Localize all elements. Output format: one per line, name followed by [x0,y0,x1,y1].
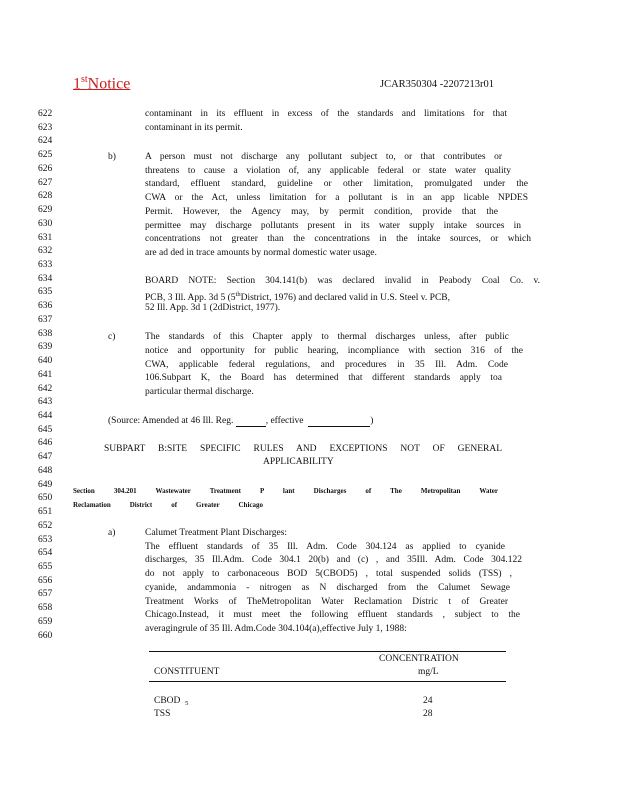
line-number: 637 [38,314,53,325]
para-calumet-line: cyanide, andammonia - nitrogen as N discharged from the Calumet Sewage [145,583,510,593]
para-calumet-line: do not apply to carbonaceous BOD 5(CBOD5) , total suspended solids (TSS) , [145,569,512,579]
para-c-line: notice and opportunity for public hearing, incompliance with section 316 of the [145,346,523,356]
line-number: 640 [38,356,53,366]
para-calumet-line: The effluent standards of 35 Ill. Adm. Code 304.124 as applied to cyanide [145,542,505,552]
para-calumet-line: Treatment Works of TheMetropolitan Water Reclamation Distric t of Greater [145,597,508,607]
line-number: 626 [38,163,53,174]
line-number: 625 [38,150,53,161]
para-b-line: CWA or the Act, unless limitation for a pollutant is in an app licable NPDES [145,193,528,203]
line-number: 638 [38,328,53,339]
line-number: 642 [38,383,53,394]
section-heading-line2: Reclamation District of Greater Chicago [73,501,263,509]
para-b-line: permittee may discharge pollutants present in its water supply intake sources in [145,221,521,231]
line-number: 636 [38,301,53,312]
para-c-line: CWA, applicable federal regulations, and procedures in 35 Ill. Adm. Code [145,360,508,370]
line-number: 654 [38,548,53,559]
line-number: 645 [38,424,53,435]
line-number: 639 [38,342,53,353]
line-number: 635 [38,287,53,298]
para-calumet-line: averagingrule of 35 Ill. Adm.Code 304.104(a),effective July 1, 1988: [145,624,407,634]
para-b-line: standard, effluent standard, guideline or other limitation, promulgated under the [145,179,528,189]
line-number: 656 [38,575,53,586]
line-number: 648 [38,465,53,476]
para-calumet-title: Calumet Treatment Plant Discharges: [145,528,288,538]
line-number: 633 [38,260,53,270]
line-number: 653 [38,534,53,545]
line-number: 647 [38,452,53,463]
para-calumet-label: a) [108,528,116,538]
line-number: 651 [38,507,53,517]
document-id: JCAR350304 -2207213r01 [380,79,495,90]
register-page-blank [236,416,266,427]
line-number: 652 [38,520,53,531]
line-number: 649 [38,479,53,490]
line-number: 655 [38,561,53,572]
para-c-line: particular thermal discharge. [145,387,254,397]
line-number: 660 [38,630,53,641]
notice-heading: 1stNotice [73,74,131,93]
para-b-line: are ad ded in trace amounts by normal domestic water usage. [145,248,377,258]
para-c-label: c) [108,332,116,342]
line-number: 630 [38,218,53,229]
line-number: 632 [38,246,53,257]
line-number: 624 [38,136,53,147]
subpart-heading: SUBPART B:SITE SPECIFIC RULES AND EXCEPTIONS NOT OF GENERAL [104,444,502,454]
line-number: 659 [38,616,53,627]
line-number: 628 [38,191,53,202]
line-number: 627 [38,177,53,188]
line-number: 643 [38,397,53,408]
para-c-line: The standards of this Chapter apply to thermal discharges unless, after public [145,332,509,342]
table-row-value: 28 [423,709,433,719]
para-b-line: threatens to cause a violation of, any applicable federal or state water quality [145,166,511,176]
effective-date-blank [308,416,370,427]
board-note-line: PCB, 3 Ill. App. 3d 5 (5thDistrict, 1976) and declared valid in U.S. Steel v. PCB, [145,291,451,303]
board-note-line: 52 Ill. App. 3d 1 (2dDistrict, 1977). [145,303,281,313]
para-a-continued-line: contaminant in its permit. [145,123,243,133]
table-top-rule [149,651,506,652]
line-number: 641 [38,369,53,380]
line-number: 623 [38,122,53,133]
board-note-line: BOARD NOTE: Section 304.141(b) was declared invalid in Peabody Coal Co. v. [145,276,540,286]
line-number: 622 [38,109,53,119]
para-b-line: A person must not discharge any pollutant subject to, or that contributes or [145,152,502,162]
table-header-unit: mg/L [418,667,439,677]
para-b-line: concentrations not greater than the concentrations in the intake sources, or which [145,234,531,244]
line-number: 650 [38,493,53,504]
line-number: 657 [38,589,53,600]
line-number: 634 [38,273,53,284]
line-number: 646 [38,438,53,449]
para-a-continued-line: contaminant in its effluent in excess of the standards and limitations for that [145,109,507,119]
para-c-line: 106.Subpart K, the Board has determined that different standards apply toa [145,373,502,383]
table-row-value: 24 [423,696,433,706]
table-row-name: CBOD $_5$ [154,696,189,707]
para-b-line: Permit. However, the Agency may, by permit condition, provide that the [145,207,498,217]
table-header-constituent: CONSTITUENT [154,667,220,677]
para-calumet-line: discharges, 35 Ill.Adm. Code 304.1 20(b) and (c) , and 35Ill. Adm. Code 304.122 [145,555,522,565]
line-number: 658 [38,603,53,614]
subpart-heading-line2: APPLICABILITY [263,457,334,467]
source-note: (Source: Amended at 46 Ill. Reg. , effective ) [108,416,374,426]
section-heading: Section 304.201 Wastewater Treatment P lant Discharges of The Metropolitan Water [73,487,498,495]
line-number: 644 [38,410,53,421]
table-header-rule [149,681,506,682]
table-row-name: TSS [154,709,171,719]
line-number: 629 [38,205,53,216]
line-number: 631 [38,232,53,243]
para-calumet-line: Chicago.Instead, it must meet the following effluent standards , subject to the [145,610,520,620]
para-b-label: b) [108,152,116,162]
table-header-concentration: CONCENTRATION [379,654,459,664]
